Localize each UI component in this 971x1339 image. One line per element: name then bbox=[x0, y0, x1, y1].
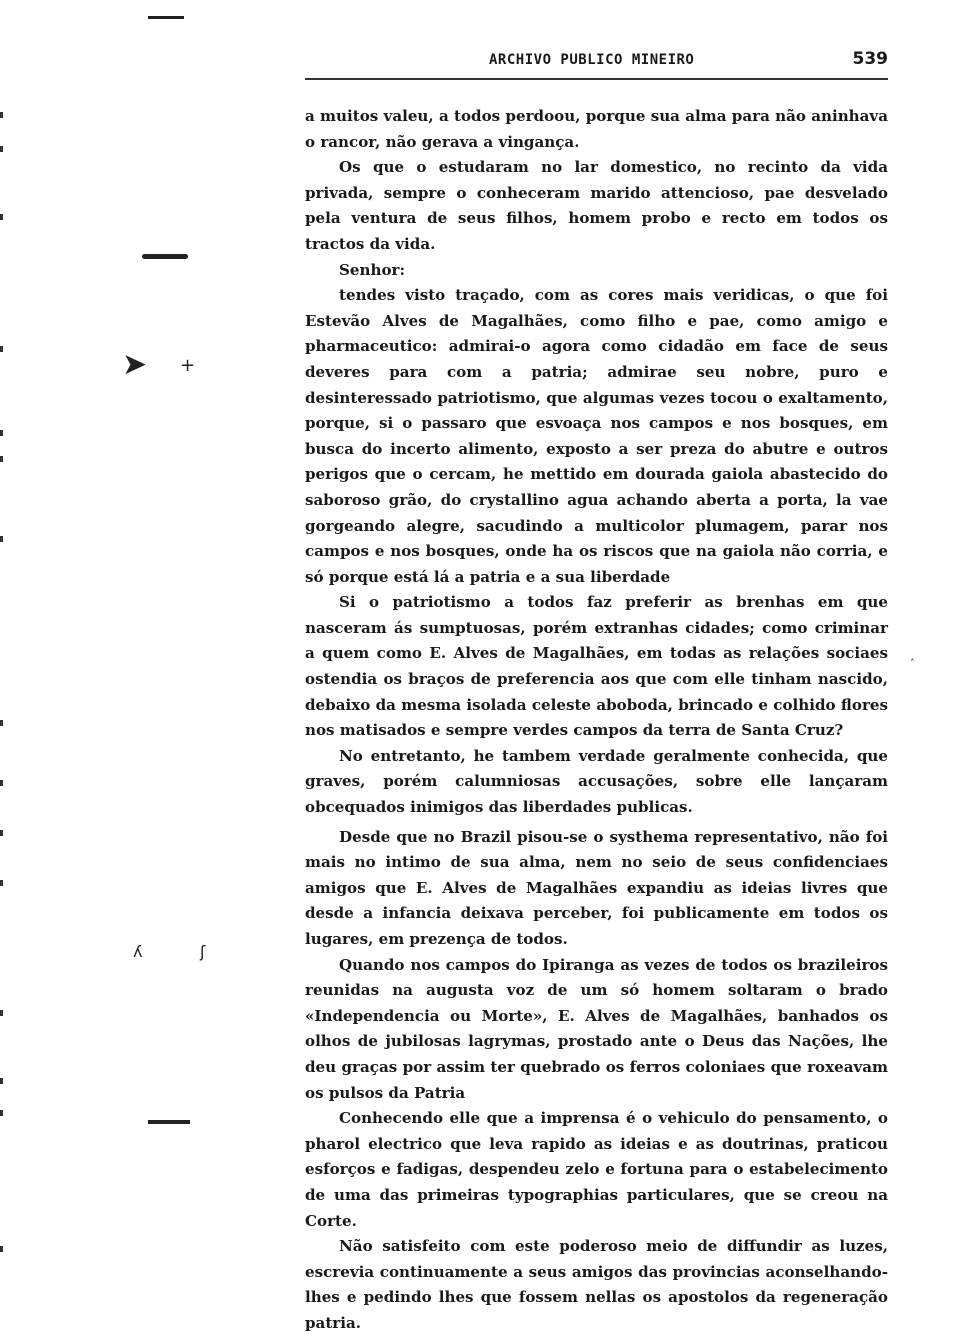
scan-dot bbox=[0, 1010, 3, 1016]
scan-dot bbox=[0, 1078, 3, 1084]
scan-dot bbox=[0, 430, 3, 436]
paragraph: tendes visto traçado, com as cores mais veridicas, o que foi Estevão Alves de Magalhães, como filho e pae, como amigo e pharmaceutico: admirai-o agora como cidadão em face de seus deveres para com a patria; admirae seu nobre, puro e desinteressado patriotismo, que algumas vezes tocou o exaltamento, porque, si o passaro que esvoaça nos campos e nos bosques, em busca do incerto alimento, exposto a ser preza do abutre e outros perigos que o cercam, he mettido em dourada gaiola abastecido do saboroso grão, do crystallino agua achando aberta a porta, la vae gorgeando alegre, sacudindo a multicolor plumagem, parar nos campos e nos bosques, onde ha os riscos que na gaiola não corria, e só porque está lá a patria e a sua liberdade bbox=[305, 286, 888, 586]
scan-dot bbox=[0, 536, 3, 542]
scan-dot bbox=[0, 456, 3, 462]
paragraph: Desde que no Brazil pisou-se o systhema representativo, não foi mais no intimo de sua alma, nem no seio de seus confidenciaes amigos que E. Alves de Magalhães expandiu as ideias livres que desde a infancia deixava perceber, foi publicamente em todos os lugares, em prezença de todos. bbox=[305, 827, 888, 948]
scan-artifact-mid bbox=[142, 254, 188, 259]
scan-dot bbox=[0, 1246, 3, 1252]
scan-tick-left: ʎ bbox=[133, 942, 143, 961]
scan-dot bbox=[0, 146, 3, 152]
paragraph: a muitos valeu, a todos perdoou, porque sua alma para não aninhava o rancor, não gerava a vingança. bbox=[305, 107, 888, 151]
scan-dot bbox=[0, 780, 3, 786]
running-head: ARCHIVO PUBLICO MINEIRO bbox=[489, 52, 695, 68]
scan-artifact-top bbox=[148, 16, 184, 19]
paragraph: Si o patriotismo a todos faz preferir as brenhas em que nasceram ás sumptuosas, porém extranhas cidades; como criminar a quem como E. Alves de Magalhães, em todas as relações sociaes ostendia os braços de preferencia aos que com elle tinham nascido, debaixo da mesma isolada celeste aboboda, brincado e colhido flores nos matisados e sempre verdes campos da terra de Santa Cruz? bbox=[305, 593, 888, 740]
paragraph: Senhor: bbox=[339, 260, 406, 279]
scan-dot bbox=[0, 346, 3, 352]
body-text bbox=[305, 104, 888, 1337]
paragraph: Não satisfeito com este poderoso meio de diffundir as luzes, escrevia continuamente a seus amigos das provincias aconselhando-lhes e pedindo lhes que fossem nellas os apostolos da regeneração patria. bbox=[305, 1237, 888, 1332]
scan-artifact-bottom bbox=[148, 1120, 190, 1124]
scan-dot bbox=[0, 880, 3, 886]
scan-tick-right: ʃ bbox=[200, 942, 206, 961]
scan-dot bbox=[0, 112, 3, 118]
paragraph: Conhecendo elle que a imprensa é o vehiculo do pensamento, o pharol electrico que leva rapido as ideias e as doutrinas, praticou esforços e fadigas, despendeu zelo e fortuna para o estabelecimento de uma das primeiras typographias particulares, que se creou na Corte. bbox=[305, 1109, 888, 1230]
paragraph: Quando nos campos do Ipiranga as vezes de todos os brazileiros reunidas na augusta voz de um só homem soltaram o brado «Independencia ou Morte», E. Alves de Magalhães, banhados os olhos de jubilosas lagrymas, prostado ante o Deus das Nações, lhe deu graças por assim ter quebrado os ferros coloniaes que roxeavam os pulsos da Patria bbox=[305, 955, 888, 1102]
scan-dot bbox=[0, 1110, 3, 1116]
scan-plus-mark: + bbox=[180, 355, 196, 376]
scan-dot bbox=[0, 214, 3, 220]
scan-dot bbox=[0, 720, 3, 726]
paragraph: Os que o estudaram no lar domestico, no recinto da vida privada, sempre o conheceram marido attencioso, pae desvelado pela ventura de seus filhos, homem probo e recto em todos os tractos da vida. bbox=[305, 158, 888, 253]
page-number: 539 bbox=[852, 49, 888, 69]
scan-dot bbox=[0, 830, 3, 836]
paragraph: No entretanto, he tambem verdade geralmente conhecida, que graves, porém calumniosas accusações, sobre elle lançaram obcequados inimigos das liberdades publicas. bbox=[305, 746, 888, 817]
page-header bbox=[305, 48, 888, 80]
scan-mark-right: ˰ bbox=[910, 646, 915, 662]
scan-arrow-mark: ➤ bbox=[122, 347, 148, 382]
